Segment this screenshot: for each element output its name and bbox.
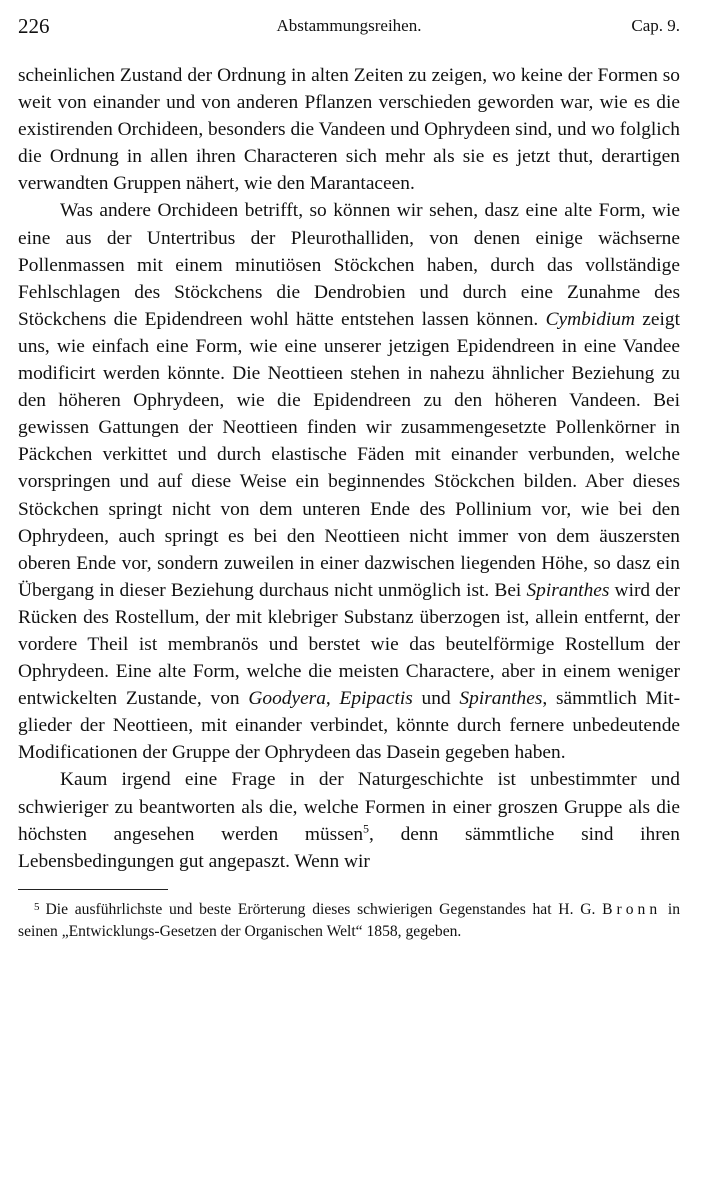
text-run: Was andere Orchideen betrifft, so können wir sehen, dasz eine alte Form, wie eine aus der Untertribus der Pleurothalliden, von denen einige wächserne Pollenmassen mit einem minutiösen Stöckchen haben, durch das vollständige Fehlschlagen des Stöckchens die Dendrobien und durch eine Zunahme des Stöckchens die Epidendreen wohl hätte entstehen lassen können. [18, 200, 680, 330]
footnote-reference: 5 [363, 821, 370, 836]
page-header [18, 10, 680, 40]
running-title: Abstammungsreihen. [276, 16, 422, 35]
chapter-label: Cap. 9. [631, 16, 680, 35]
italic-term: Cymbidium [545, 308, 635, 330]
italic-term: Spiranthes [526, 579, 610, 601]
author-name: Bronn [602, 900, 662, 918]
book-page [18, 10, 680, 943]
text-run: und [412, 688, 460, 710]
text-run: , [325, 688, 340, 710]
paragraph [18, 197, 680, 766]
text-run: , sämmtlich Mitglieder der Neottieen, mit einander verbindet, könnte durch fernere unbedeutende Modificationen der Gruppe der Ophrydeen das Dasein gegeben haben. [18, 688, 681, 764]
footnote-text [18, 901, 680, 940]
footnote-mark: 5 [34, 900, 40, 913]
paragraph [18, 766, 680, 874]
italic-term: Goodyera [248, 688, 326, 710]
text-run: wird der Rücken des Rostellum, der mit klebriger Substanz überzogen ist, allein entfernt, der vordere Theil ist membranös und berstet wie das beutelförmige Rostellum der Ophrydeen. Eine alte Form, welche die meisten Charactere, aber in einem weniger entwickelten Zustande, von [18, 579, 681, 710]
text-run: Kaum irgend eine Frage in der Naturgeschichte ist unbestimmter und schwieriger zu beantworten als die, welche Formen in einer groszen Gruppe als die höchsten angesehen werden müssen [18, 769, 680, 845]
text-run: in seinen „Entwicklungs-Gesetzen der Organischen Welt“ 1858, gegeben. [18, 900, 680, 940]
footnote [18, 896, 680, 943]
page-number: 226 [18, 14, 50, 38]
text-run: zeigt uns, wie einfach eine Form, wie eine unserer jetzigen Epidendreen in eine Vandee modificirt werden könnte. Die Neottieen stehen in nahezu ähnlicher Beziehung zu den höheren Ophrydeen, wie die Epidendreen zu den höheren Vandeen. Bei gewissen Gattungen der Neottieen finden wir zusammengesetzte Pollenkörner in Päckchen verkittet und durch elastische Fäden mit einander verbunden, welche vorspringen und auf diese Weise ein beginnendes Stöckchen bilden. Aber dieses Stöckchen springt nicht von dem unteren Ende des Pollinium vor, wie bei den Ophrydeen, auch springt es bei den Neottieen nicht immer von dem äuszersten oberen Ende vor, sondern zuweilen in einer dazwischen liegenden Höhe, so dasz ein Übergang in dieser Beziehung durchaus nicht unmöglich ist. Bei [18, 308, 680, 601]
paragraph [18, 62, 680, 197]
text-run: scheinlichen Zustand der Ordnung in alten Zeiten zu zeigen, wo keine der Formen so weit von einander und von anderen Pflanzen verschieden geworden war, wie es die existirenden Orchideen, besonders die Vandeen und Ophrydeen sind, und wo folglich die Ordnung in allen ihren Characteren sich mehr als sie es jetzt thut, derartigen verwandten Gruppen nähert, wie den Marantaceen. [18, 65, 680, 195]
italic-term: Epipactis [339, 688, 413, 710]
text-run: Die ausführlichste und beste Erörterung dieses schwierigen Gegenstandes hat H. G. [45, 900, 603, 918]
italic-term: Spiranthes [459, 688, 543, 710]
body-text [18, 62, 680, 875]
text-run: , denn sämmtliche sind ihren Lebensbedingungen gut angepaszt. Wenn wir [18, 823, 680, 872]
footnote-rule [18, 889, 168, 890]
